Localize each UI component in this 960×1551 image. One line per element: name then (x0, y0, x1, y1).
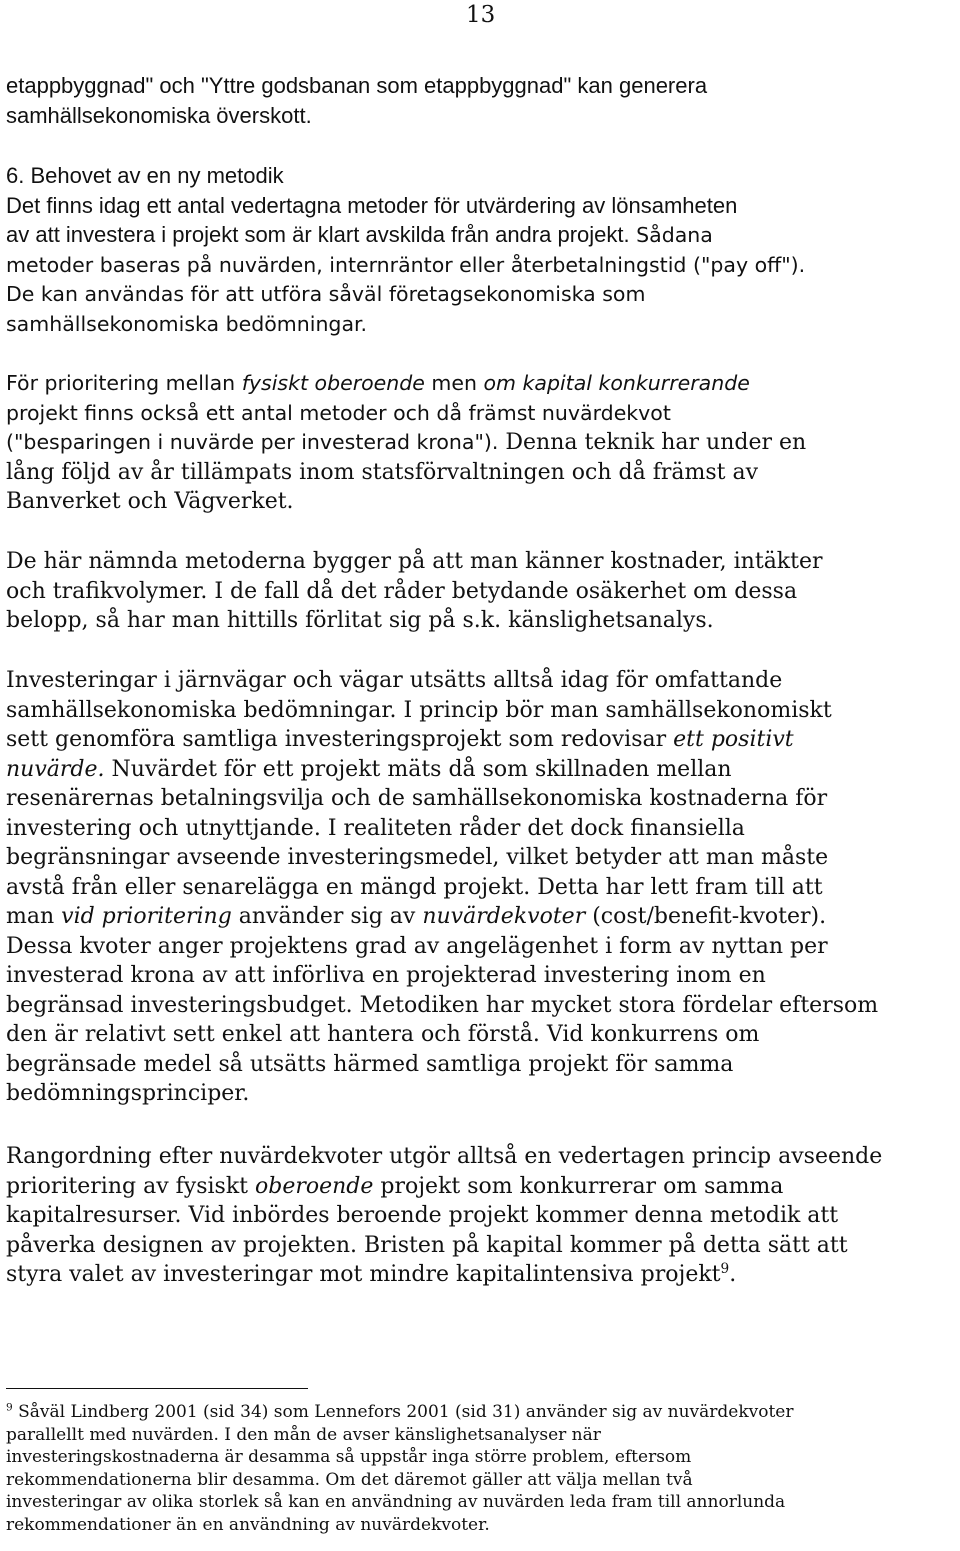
text-line (6, 725, 956, 755)
text-line (6, 369, 956, 399)
text-span: Sådana (629, 223, 713, 247)
text-line: De här nämnda metoderna bygger på att man känner kostnader, intäkter (6, 549, 823, 574)
text-line: De kan användas för att utföra såväl företagsekonomiska som (6, 282, 646, 306)
text-span: ("besparingen i nuvärde per investerad krona"). (6, 430, 499, 454)
text-line: investering och utnyttjande. I realiteten råder det dock finansiella (6, 815, 745, 841)
emphasis: vid prioritering (61, 904, 232, 929)
text-line: investerad krona av att införliva en projekterad investering inom en (6, 963, 766, 988)
text-span: sett genomföra samtliga investeringsprojekt som redovisar (6, 727, 674, 752)
text-line: begränsade medel så utsätts härmed samtliga projekt för samma (6, 1051, 734, 1077)
footnote-line: investeringar av olika storlek så kan en användning av nuvärden leda fram till annorlunda (6, 1492, 786, 1512)
text-line: påverka designen av projekten. Bristen på kapital kommer på detta sätt att (6, 1232, 848, 1258)
text-line: och trafikvolymer. I de fall då det råder betydande osäkerhet om dessa (6, 578, 798, 604)
emphasis: nuvärde. (6, 756, 105, 782)
text-line (6, 902, 956, 932)
text-line: Det finns idag ett antal vedertagna metoder för utvärdering av lönsamheten (6, 192, 738, 218)
text-line: samhällsekonomiska överskott. (6, 102, 312, 128)
intro-paragraph (6, 71, 956, 130)
text-line (6, 1260, 956, 1290)
text-line (6, 220, 956, 251)
text-line: lång följd av år tillämpats inom statsförvaltningen och då främst av (6, 459, 759, 485)
footnote-separator (6, 1388, 308, 1389)
text-line: begränsad investeringsbudget. Metodiken har mycket stora fördelar eftersom (6, 992, 879, 1018)
section-6 (6, 161, 956, 339)
text-line: belopp, så har man hittills förlitat sig på s.k. känslighetsanalys. (6, 608, 714, 633)
section-heading: 6. Behovet av en ny metodik (6, 163, 284, 188)
paragraph-investeringar (6, 666, 956, 1109)
text-span: Denna teknik har under en (498, 430, 807, 455)
emphasis: oberoende (254, 1173, 374, 1199)
text-span: projekt som konkurrerar om samma (373, 1173, 784, 1199)
text-line: Rangordning efter nuvärdekvoter utgör alltså en vedertagen princip avseende (6, 1144, 883, 1169)
text-span: styra valet av investeringar mot mindre kapitalintensiva projekt (6, 1262, 721, 1287)
text-span: . (729, 1262, 737, 1287)
footnote-line: rekommendationer än en användning av nuvärdekvoter. (6, 1514, 490, 1535)
text-span: Nuvärdet för ett projekt mäts då som skillnaden mellan (104, 756, 732, 782)
footnote-line: investeringskostnaderna är desamma så uppstår inga större problem, eftersom (6, 1447, 692, 1467)
footnote-marker: 9 (6, 1401, 13, 1414)
emphasis: nuvärdekvoter (422, 904, 586, 929)
text-line: samhällsekonomiska bedömningar. I princip bör man samhällsekonomiskt (6, 697, 832, 723)
emphasis: fysiskt oberoende (241, 371, 425, 395)
page-number: 13 (466, 2, 496, 28)
text-span: man (6, 904, 62, 929)
footnote-reference[interactable]: 9 (720, 1260, 730, 1277)
text-line (6, 1172, 956, 1202)
text-line: etappbyggnad" och "Yttre godsbanan som etappbyggnad" kan generera (6, 73, 708, 98)
text-line: begränsningar avseende investeringsmedel, vilket betyder att man måste (6, 845, 829, 870)
text-line: bedömningsprinciper. (6, 1081, 250, 1106)
text-span: För prioritering mellan (6, 371, 242, 395)
text-span: Såväl Lindberg 2001 (sid 34) som Lennefors 2001 (sid 31) använder sig av nuvärdekvoter (12, 1402, 794, 1422)
text-line (6, 428, 956, 458)
text-span: av att investera i projekt som är klart avskilda från andra projekt. (6, 222, 630, 247)
paragraph-metoderna (6, 547, 956, 636)
text-line: resenärernas betalningsvilja och de samhällsekonomiska kostnaderna för (6, 786, 828, 811)
text-span: använder sig av (231, 904, 423, 929)
text-line: Banverket och Vägverket. (6, 489, 294, 514)
paragraph-rangordning (6, 1142, 956, 1290)
emphasis: om kapital konkurrerande (483, 371, 750, 395)
text-line: den är relativt sett enkel att hantera och förstå. Vid konkurrens om (6, 1022, 760, 1047)
footnote-line: parallellt med nuvärden. I den mån de avser känslighetsanalyser när (6, 1424, 601, 1445)
text-line: avstå från eller senarelägga en mängd projekt. Detta har lett fram till att (6, 874, 823, 900)
text-span: prioritering av fysiskt (6, 1173, 255, 1199)
footnote-line: rekommendationerna blir desamma. Om det däremot gäller att välja mellan två (6, 1469, 693, 1490)
text-line: projekt finns också ett antal metoder och då främst nuvärdekvot (6, 400, 671, 425)
text-line: Dessa kvoter anger projektens grad av angelägenhet i form av nyttan per (6, 933, 828, 959)
footnote (6, 1401, 956, 1536)
text-line: Investeringar i järnvägar och vägar utsätts alltså idag för omfattande (6, 668, 783, 693)
footnote-line (6, 1401, 956, 1424)
text-line: samhällsekonomiska bedömningar. (6, 311, 368, 336)
emphasis: ett positivt (673, 727, 794, 752)
text-line: kapitalresurser. Vid inbördes beroende projekt kommer denna metodik att (6, 1203, 839, 1228)
text-span: (cost/benefit-kvoter). (585, 904, 827, 929)
paragraph-prioritering (6, 369, 956, 517)
text-line: metoder baseras på nuvärden, internräntor eller återbetalningstid ("pay off"). (6, 252, 806, 277)
text-line (6, 755, 956, 785)
text-span: men (424, 371, 484, 395)
